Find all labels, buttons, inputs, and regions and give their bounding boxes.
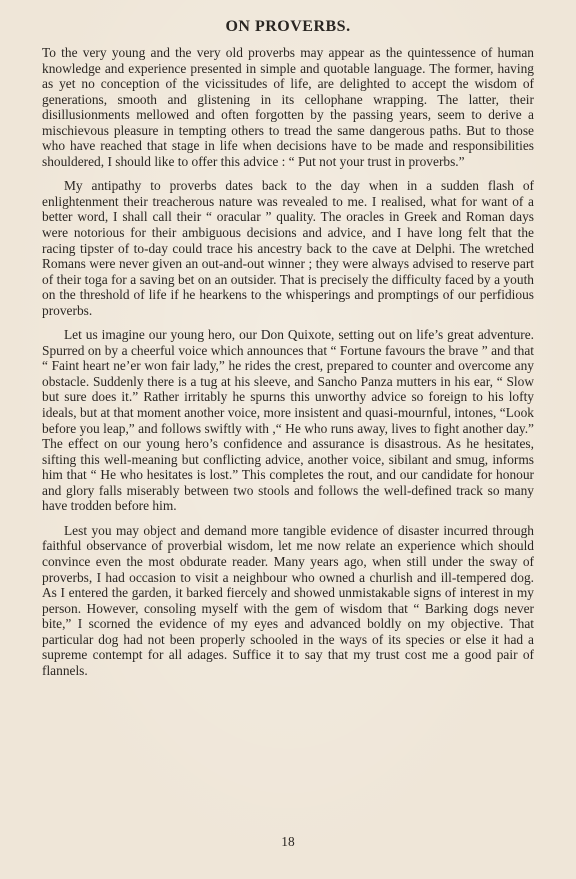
paragraph-2: My antipathy to proverbs dates back to the day when in a sudden flash of enlightenment their treacherous nature was revealed to me. I realised, what for want of a better word, I shall call their “ oracular ” quality. The oracles in Greek and Roman days were notorious for their ambiguous decisions and advice, and I have long felt that the racing tipster of to-day could trace his ancestry back to the cave at Delphi. The wretched Romans were never given an out-and-out winner ; they were always advised to reserve part of their toga for a saving bet on an outsider. That is precisely the difficulty faced by a youth on the threshold of life if he hearkens to the whisperings and promptings of our perfidious proverbs.: [42, 178, 534, 318]
page-number: 18: [281, 834, 295, 849]
page-title: ON PROVERBS.: [225, 18, 351, 35]
paragraph-3: Let us imagine our young hero, our Don Quixote, setting out on life’s great adventure. Spurred on by a cheerful voice which announces that “ Fortune favours the brave ” and that “ Faint heart ne’er won fair lady,” he rides the crest, prepared to counter and overcome any obstacle. Suddenly there is a tug at his sleeve, and Sancho Panza mutters in his ear, “ Slow but sure does it.” Rather irritably he spurns this unworthy advice so foreign to his lofty ideals, but at that moment another voice, more insistent and quasi-mournful, intones, “Look before you leap,” and follows swiftly with ,“ He who runs away, lives to fight another day.” The effect on our young hero’s confidence and assurance is disastrous. As he hesitates, sifting this well-meaning but conflicting advice, another voice, sibilant and smug, informs him that “ He who hesitates is lost.” This completes the rout, and our candidate for honour and glory falls miserably between two stools and follows the well-defined track so many have trodden before him.: [42, 327, 534, 514]
paragraph-4: Lest you may object and demand more tangible evidence of disaster incurred through faithful observance of proverbial wisdom, let me now relate an experience which should convince even the most obdurate reader. Many years ago, when still under the sway of proverbs, I had occasion to visit a neighbour who owned a churlish and ill-tempered dog. As I entered the garden, it barked fiercely and showed unmistakable signs of interest in my person. However, consoling myself with the gem of wisdom that “ Barking dogs never bite,” I scorned the evidence of my eyes and advanced boldly on my objective. That particular dog had not been properly schooled in the ways of its species or else it had a supreme contempt for all adages. Suffice it to say that my trust cost me a good pair of flannels.: [42, 522, 534, 678]
paragraph-1: To the very young and the very old proverbs may appear as the quintessence of human knowledge and experience presented in simple and quotable language. The former, having as yet no conception of the vicissitudes of life, are delighted to accept the wisdom of generations, smooth and glistening in its cellophane wrapping. The latter, their disillusionments mellowed and often forgotten by the passing years, seem to derive a mischievous pleasure in tempting others to tread the same dangerous paths. But to those who have reached that stage in life when decisions have to be made and responsibilities shouldered, I should like to offer this advice : “ Put not your trust in proverbs.”: [42, 45, 534, 169]
